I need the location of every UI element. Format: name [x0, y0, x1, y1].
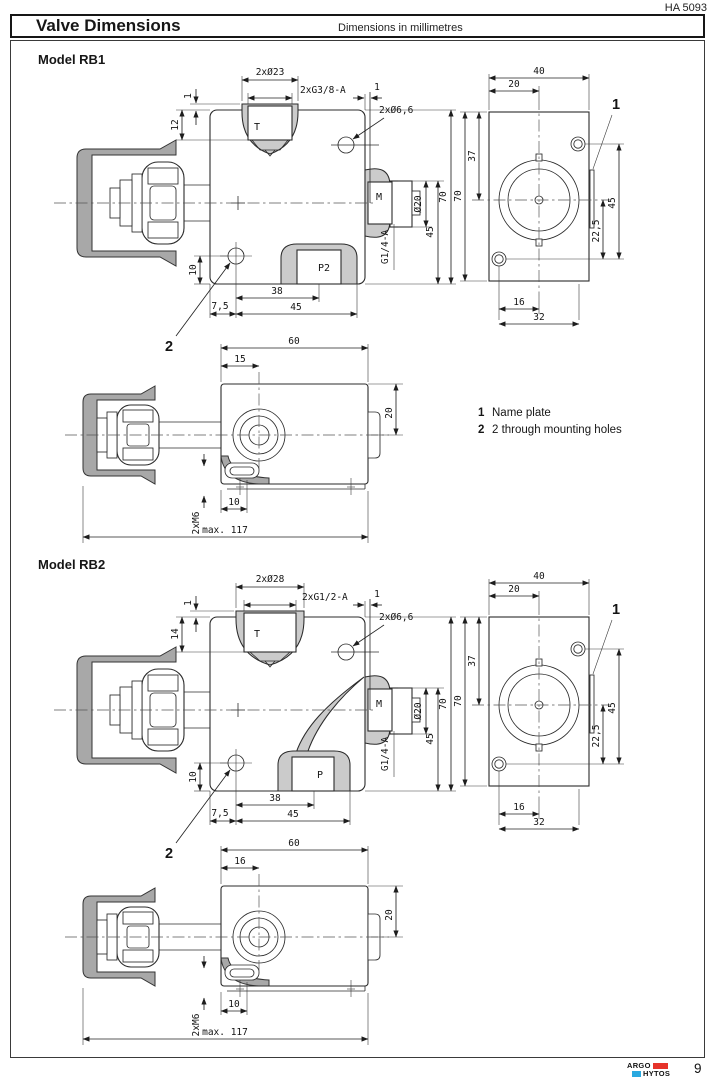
- doc-number: HA 5093: [664, 2, 707, 14]
- dim-38: 38: [271, 286, 283, 297]
- legend-text-1: Name plate: [492, 407, 551, 419]
- dim-16: 16: [513, 802, 525, 813]
- dim-20: 20: [384, 909, 395, 921]
- logo-blue-block: [632, 1071, 641, 1077]
- dim-counterbore: 2xØ28: [255, 574, 285, 585]
- dim-45b: 45: [287, 809, 299, 820]
- dim-75: 7,5: [211, 808, 229, 819]
- legend-text-2: 2 through mounting holes: [492, 424, 622, 436]
- rb2-front-view: [48, 565, 458, 875]
- dim-75: 7,5: [211, 301, 229, 312]
- name-plate: [590, 675, 594, 733]
- dim-holes: 2xØ6,6: [379, 105, 414, 116]
- dim-40: 40: [533, 571, 545, 582]
- model-rb2-label: Model RB2: [38, 557, 106, 572]
- dim-step: 1: [183, 600, 194, 606]
- logo-word-hytos: HYTOS: [643, 1069, 671, 1078]
- dim-60: 60: [288, 838, 300, 849]
- dim-45b: 45: [290, 302, 302, 313]
- dim-10: 10: [228, 999, 240, 1010]
- dim-60: 60: [288, 336, 300, 347]
- flange: [489, 112, 594, 281]
- rb1-front-view: [48, 58, 458, 368]
- dim-70: 70: [438, 698, 449, 710]
- port-p2: P2: [317, 263, 331, 274]
- rb2-bottom-view: [57, 832, 419, 1062]
- dim-20: 20: [508, 584, 520, 595]
- dim-plug-od: Ø20: [413, 195, 424, 213]
- rb2-side-view: [452, 567, 642, 857]
- legend: [478, 407, 622, 441]
- dim-depth: 12: [170, 119, 181, 131]
- dim-counterbore: 2xØ23: [255, 67, 285, 78]
- rb1-bottom-view: [57, 330, 419, 560]
- dim-step: 1: [183, 93, 194, 99]
- dim-plug-od: Ø20: [413, 702, 424, 720]
- argo-hytos-logo: [627, 1062, 683, 1078]
- p-port-boss: [278, 751, 350, 791]
- port-m: M: [375, 192, 383, 203]
- flange: [489, 617, 594, 786]
- page-number: 9: [694, 1061, 702, 1076]
- dim-32: 32: [533, 312, 545, 323]
- port-t: T: [253, 629, 261, 640]
- legend-item-1: [478, 407, 622, 419]
- port-p: P: [316, 770, 324, 781]
- dim-38: 38: [269, 793, 281, 804]
- dim-offset: 16: [234, 856, 246, 867]
- dim-max-117: max. 117: [202, 525, 248, 536]
- dim-16: 16: [513, 297, 525, 308]
- dim-thread: 2xG1/2-A: [302, 592, 348, 603]
- dim-holes: 2xØ6,6: [379, 612, 414, 623]
- dim-45: 45: [607, 197, 618, 209]
- callout-2: 2: [164, 846, 174, 862]
- dim-45: 45: [425, 733, 436, 745]
- dim-70: 70: [438, 191, 449, 203]
- port-t: T: [253, 122, 261, 133]
- dim-m6: 2xM6: [191, 511, 202, 535]
- dim-10: 10: [188, 264, 199, 276]
- dim-thread: 2xG3/8-A: [300, 85, 346, 96]
- callout-1: 1: [611, 602, 621, 618]
- dim-20: 20: [508, 79, 520, 90]
- dim-40: 40: [533, 66, 545, 77]
- dim-20: 20: [384, 407, 395, 419]
- port-m: M: [375, 699, 383, 710]
- header-bar: [10, 14, 705, 38]
- dim-70: 70: [453, 190, 464, 202]
- page-title: Valve Dimensions: [36, 16, 181, 35]
- legend-ref-1: 1: [478, 407, 485, 419]
- dim-offset: 1: [374, 82, 380, 93]
- legend-item-2: [478, 424, 622, 436]
- callout-1: 1: [611, 97, 621, 113]
- name-plate: [590, 170, 594, 228]
- dim-offset: 1: [374, 589, 380, 600]
- logo-word-argo: ARGO: [627, 1061, 651, 1070]
- dim-side-thread: G1/4-A: [380, 229, 391, 265]
- dim-m6: 2xM6: [191, 1013, 202, 1037]
- dim-side-thread: G1/4-A: [380, 736, 391, 772]
- dim-45: 45: [425, 226, 436, 238]
- dim-32: 32: [533, 817, 545, 828]
- legend-ref-2: 2: [478, 424, 485, 436]
- dim-70: 70: [453, 695, 464, 707]
- callout-2: 2: [164, 339, 174, 355]
- rb1-side-view: [452, 62, 642, 352]
- dim-225: 22,5: [591, 219, 602, 243]
- model-rb1-label: Model RB1: [38, 52, 106, 67]
- dim-10: 10: [228, 497, 240, 508]
- dim-225: 22,5: [591, 724, 602, 748]
- dim-37: 37: [467, 150, 478, 162]
- dim-45: 45: [607, 702, 618, 714]
- dim-max-117: max. 117: [202, 1027, 248, 1038]
- dim-37: 37: [467, 655, 478, 667]
- dim-10: 10: [188, 771, 199, 783]
- dim-offset: 15: [234, 354, 246, 365]
- dim-depth: 14: [170, 628, 181, 640]
- page-subtitle: Dimensions in millimetres: [338, 22, 463, 34]
